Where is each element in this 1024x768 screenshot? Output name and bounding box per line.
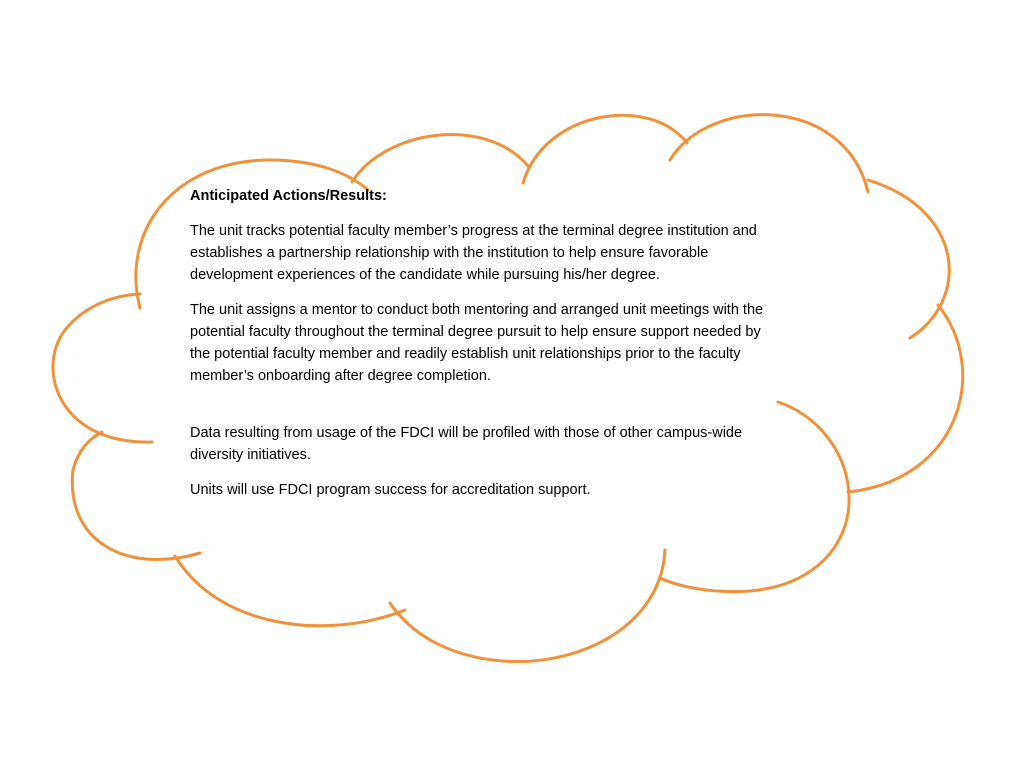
cloud-lobe-bottom-center xyxy=(390,550,665,662)
cloud-lobe-right-lower xyxy=(848,305,963,492)
cloud-lobe-top-right xyxy=(670,115,868,192)
paragraph-2: The unit assigns a mentor to conduct both mentoring and arranged unit meetings with the potential faculty throughout the terminal degree pursuit to help ensure support needed by the potential faculty member and readily establish unit relationships prior to the faculty member’s onboarding after degree completion. xyxy=(190,302,764,384)
heading: Anticipated Actions/Results: xyxy=(190,188,387,204)
cloud-lobe-top-1 xyxy=(352,135,528,182)
cloud-lobe-bottom-left xyxy=(175,556,405,626)
paragraph-3: Data resulting from usage of the FDCI will be profiled with those of other campus-wide diversity initiatives. xyxy=(190,425,743,463)
text-content xyxy=(190,185,770,514)
cloud-lobe-right-upper xyxy=(868,180,949,338)
cloud-lobe-left-middle xyxy=(53,294,152,442)
paragraph-1: The unit tracks potential faculty member’s progress at the terminal degree institution and establishes a partnership relationship with the institution to help ensure favorable development experiences of the candidate while pursuing his/her degree. xyxy=(190,223,757,283)
paragraph-4: Units will use FDCI program success for accreditation support. xyxy=(190,482,591,498)
cloud-lobe-left-lower xyxy=(72,432,200,560)
cloud-lobe-top-2 xyxy=(523,115,687,183)
